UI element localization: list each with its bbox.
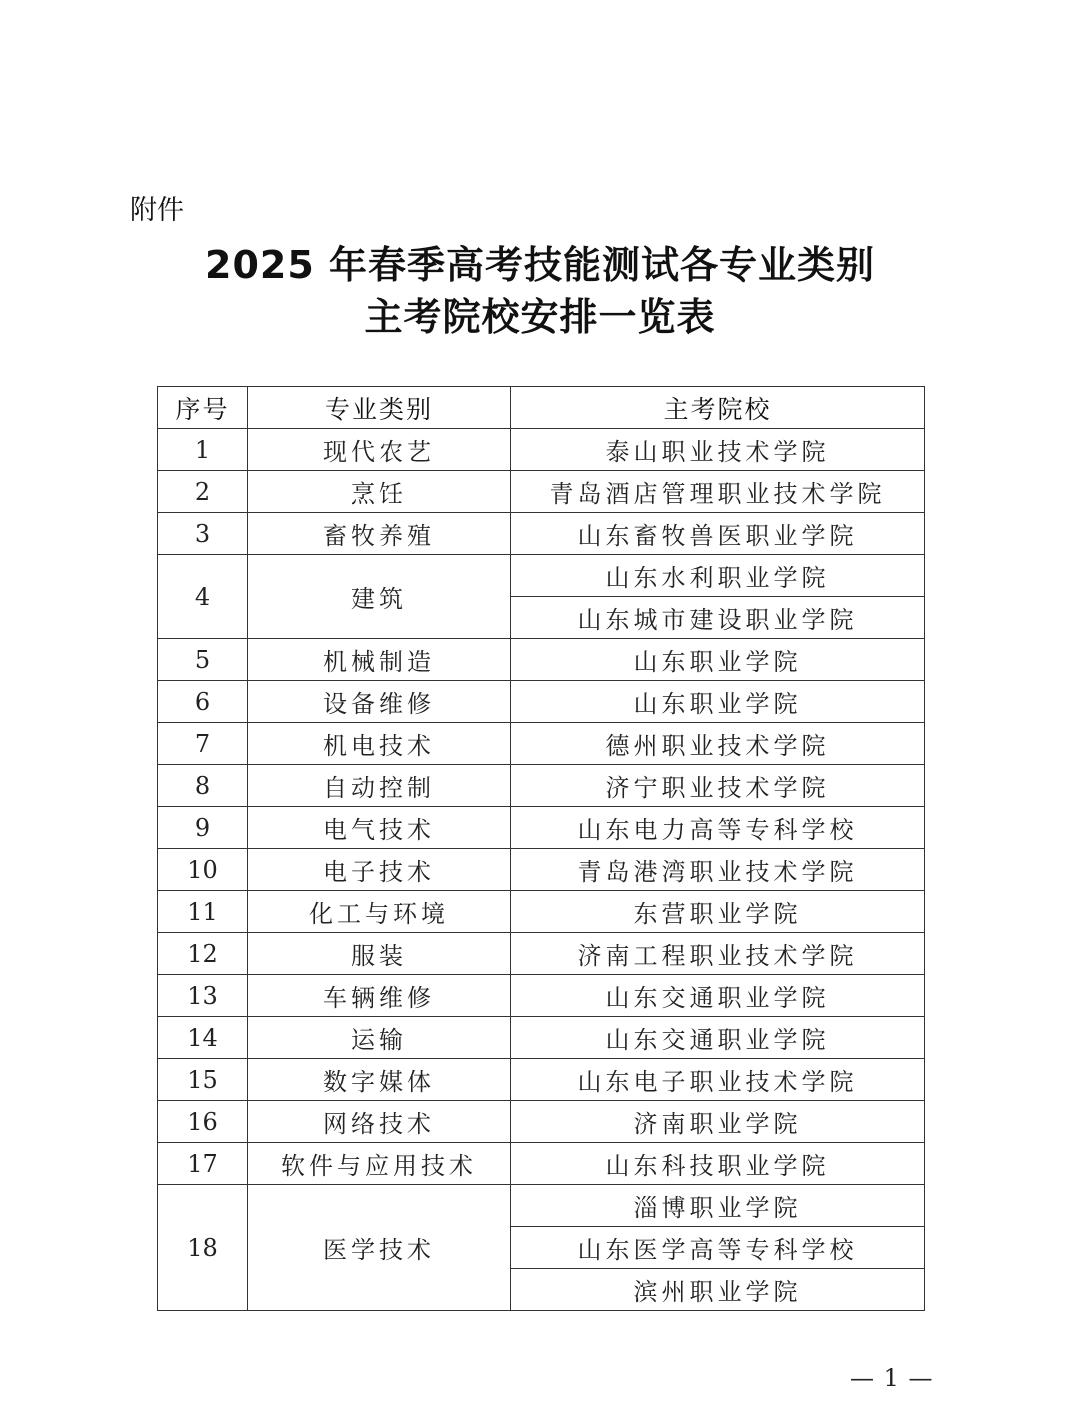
row-category: 电气技术 [248, 807, 511, 849]
row-category: 软件与应用技术 [248, 1143, 511, 1185]
row-category: 医学技术 [248, 1185, 511, 1311]
table-row [158, 1017, 925, 1059]
table-row [158, 1059, 925, 1101]
table-row [158, 429, 925, 471]
row-category: 车辆维修 [248, 975, 511, 1017]
table-body [158, 429, 925, 1311]
row-school: 山东城市建设职业学院 [511, 597, 925, 639]
row-school: 山东交通职业学院 [511, 1017, 925, 1059]
row-school: 青岛酒店管理职业技术学院 [511, 471, 925, 513]
header-category: 专业类别 [248, 387, 511, 429]
table-row [158, 807, 925, 849]
row-category: 化工与环境 [248, 891, 511, 933]
table-row [158, 975, 925, 1017]
row-seq-number: 6 [158, 681, 248, 723]
row-school: 山东水利职业学院 [511, 555, 925, 597]
table-row [158, 471, 925, 513]
row-seq-number: 5 [158, 639, 248, 681]
row-category: 现代农艺 [248, 429, 511, 471]
row-seq-number: 3 [158, 513, 248, 555]
row-seq-number: 14 [158, 1017, 248, 1059]
row-seq-number: 8 [158, 765, 248, 807]
row-seq-number: 17 [158, 1143, 248, 1185]
table-row [158, 765, 925, 807]
row-category: 服装 [248, 933, 511, 975]
row-school: 滨州职业学院 [511, 1269, 925, 1311]
row-seq-number: 13 [158, 975, 248, 1017]
row-school: 山东科技职业学院 [511, 1143, 925, 1185]
row-school: 济宁职业技术学院 [511, 765, 925, 807]
row-school: 山东职业学院 [511, 681, 925, 723]
table-row [158, 1185, 925, 1227]
attachment-label: 附件 [130, 195, 184, 226]
row-category: 设备维修 [248, 681, 511, 723]
row-seq-number: 11 [158, 891, 248, 933]
row-seq-number: 10 [158, 849, 248, 891]
row-school: 山东畜牧兽医职业学院 [511, 513, 925, 555]
row-category: 自动控制 [248, 765, 511, 807]
table-row [158, 1101, 925, 1143]
page-number: — 1 — [850, 1364, 934, 1392]
header-seq: 序号 [158, 387, 248, 429]
row-school: 淄博职业学院 [511, 1185, 925, 1227]
row-school: 泰山职业技术学院 [511, 429, 925, 471]
header-school: 主考院校 [511, 387, 925, 429]
row-seq-number: 9 [158, 807, 248, 849]
row-seq-number: 16 [158, 1101, 248, 1143]
table-row [158, 555, 925, 597]
row-school: 山东交通职业学院 [511, 975, 925, 1017]
row-seq-number: 12 [158, 933, 248, 975]
row-category: 电子技术 [248, 849, 511, 891]
row-category: 机械制造 [248, 639, 511, 681]
row-seq-number: 18 [158, 1185, 248, 1311]
table-row [158, 1143, 925, 1185]
row-school: 青岛港湾职业技术学院 [511, 849, 925, 891]
row-seq-number: 7 [158, 723, 248, 765]
row-category: 畜牧养殖 [248, 513, 511, 555]
row-school: 山东电力高等专科学校 [511, 807, 925, 849]
row-category: 机电技术 [248, 723, 511, 765]
row-seq-number: 1 [158, 429, 248, 471]
table-row [158, 513, 925, 555]
row-category: 运输 [248, 1017, 511, 1059]
row-seq-number: 2 [158, 471, 248, 513]
table-row [158, 891, 925, 933]
row-seq-number: 15 [158, 1059, 248, 1101]
row-category: 网络技术 [248, 1101, 511, 1143]
row-category: 建筑 [248, 555, 511, 639]
row-school: 山东电子职业技术学院 [511, 1059, 925, 1101]
table-row [158, 723, 925, 765]
table-row [158, 933, 925, 975]
table-row [158, 639, 925, 681]
exam-school-table [157, 386, 925, 1311]
row-seq-number: 4 [158, 555, 248, 639]
row-category: 数字媒体 [248, 1059, 511, 1101]
table-row [158, 849, 925, 891]
row-school: 济南职业学院 [511, 1101, 925, 1143]
table-header-row [158, 387, 925, 429]
row-category: 烹饪 [248, 471, 511, 513]
row-school: 东营职业学院 [511, 891, 925, 933]
document-title-line-2: 主考院校安排一览表 [364, 295, 716, 339]
row-school: 山东职业学院 [511, 639, 925, 681]
table-row [158, 681, 925, 723]
row-school: 济南工程职业技术学院 [511, 933, 925, 975]
document-title-line-1: 2025 年春季高考技能测试各专业类别 [205, 243, 875, 287]
row-school: 德州职业技术学院 [511, 723, 925, 765]
row-school: 山东医学高等专科学校 [511, 1227, 925, 1269]
